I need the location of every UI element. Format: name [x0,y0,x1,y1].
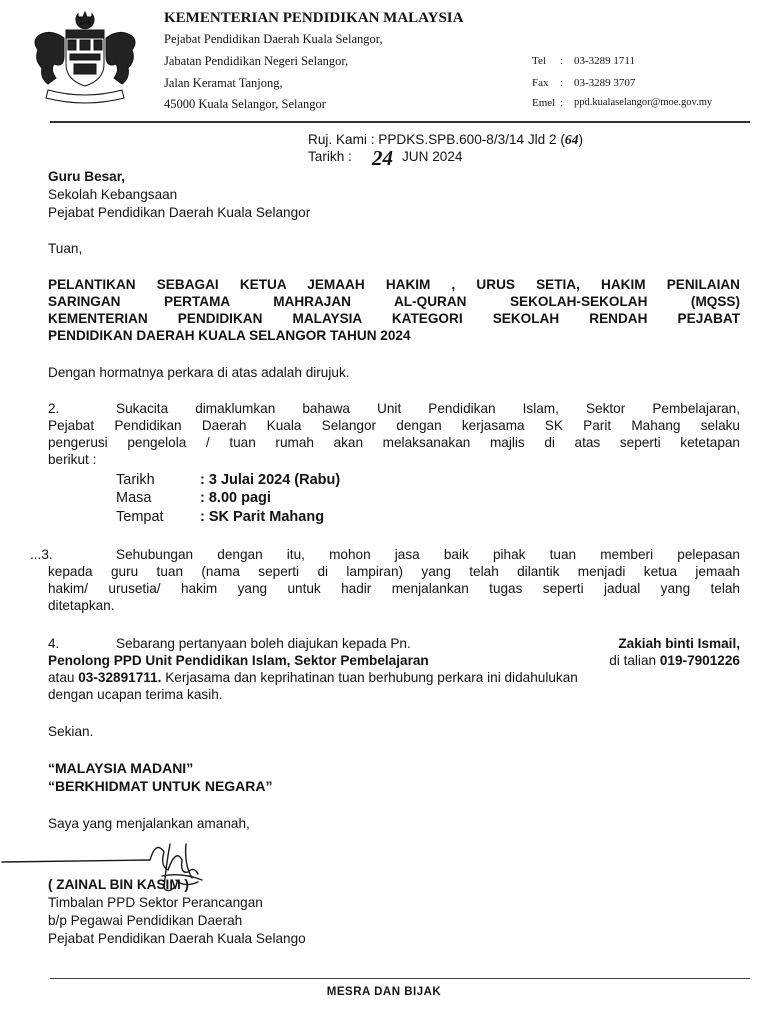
detail-label-date: Tarikh [116,472,155,488]
subject-line: PELANTIKAN SEBAGAI KETUA JEMAAH HAKIM , URUS SETIA, HAKIM PENILAIAN [48,277,740,292]
date-day-handwritten: 24 [372,146,393,170]
detail-label-time: Masa [116,490,152,506]
address-line: 45000 Kuala Selangor, Selangor [164,97,326,111]
closing: Sekian. [48,724,94,739]
address-line: Jabatan Pendidikan Negeri Selangor, [164,54,349,68]
tel-number: 03-3289 1711 [574,55,636,67]
coat-of-arms-logo [26,8,144,104]
fax-number: 03-3289 3707 [574,77,636,89]
paragraph-line: berikut : [48,452,97,467]
paragraph-line: Pejabat Pendidikan Daerah Kuala Selangor dengan kerjasama SK Parit Mahang selaku [48,418,740,433]
opening-sentence: Dengan hormatnya perkara di atas adalah dirujuk. [48,365,350,380]
paragraph-line: Sehubungan dengan itu, mohon jasa baik pihak tuan memberi pelepasan [116,547,740,562]
subject-line: SARINGAN PERTAMA MAHRAJAN AL-QURAN SEKOLAH-SEKOLAH (MQSS) [48,294,740,309]
email-address: ppd.kualaselangor@moe.gov.my [574,97,713,108]
footer-divider [50,978,750,979]
paragraph-line: ditetapkan. [48,598,115,613]
signatory-name: ( ZAINAL BIN KASIM ) [48,877,189,892]
sign-off: Saya yang menjalankan amanah, [48,816,250,831]
motto-line: “BERKHIDMAT UNTUK NEGARA” [48,778,273,794]
motto-line: “MALAYSIA MADANI” [48,760,194,776]
paragraph-line: atau 03-32891711. Kerjasama dan keprihatinan tuan berhubung perkara ini didahulukan [48,670,578,685]
paragraph-line: hakim/ urusetia/ hakim yang untuk hadir menjalankan tugas seperti jadual yang telah [48,581,740,596]
paragraph-number: 2. [48,401,60,416]
date-label: Tarikh : [308,149,352,164]
detail-value-date: : 3 Julai 2024 (Rabu) [200,472,341,488]
recipient-line: Guru Besar, [48,169,126,184]
signatory-title: Pejabat Pendidikan Daerah Kuala Selango [48,931,306,946]
detail-value-time: : 8.00 pagi [200,490,271,506]
salutation: Tuan, [48,241,83,256]
paragraph-line: pengerusi pengelola / tuan rumah akan melaksanakan majlis di atas seperti ketetapan [48,435,740,450]
signatory-title: b/p Pegawai Pendidikan Daerah [48,913,243,928]
address-line: Pejabat Pendidikan Daerah Kuala Selangor, [164,32,383,46]
signatory-title: Timbalan PPD Sektor Perancangan [48,895,263,910]
subject-line: PENDIDIKAN DAERAH KUALA SELANGOR TAHUN 2024 [48,328,411,343]
address-line: Jalan Keramat Tanjong, [164,76,283,90]
recipient-line: Pejabat Pendidikan Daerah Kuala Selangor [48,205,311,220]
paragraph-number: 4. [48,636,60,651]
letterhead-divider [50,121,750,123]
reference-number: Ruj. Kami : PPDKS.SPB.600-8/3/14 Jld 2 (64) [308,132,584,147]
colon: : [560,97,564,109]
paragraph-line: Penolong PPD Unit Pendidikan Islam, Sektor Pembelajaran di talian 019-7901226 [48,653,740,668]
colon: : [560,55,564,67]
colon: : [560,77,564,89]
tel-label: Tel [532,55,546,67]
fax-label: Fax [532,77,549,89]
subject-line: KEMENTERIAN PENDIDIKAN MALAYSIA KATEGORI SEKOLAH RENDAH PEJABAT [48,311,740,326]
recipient-line: Sekolah Kebangsaan [48,187,178,202]
email-label: Emel [532,97,556,109]
detail-label-venue: Tempat [116,509,164,525]
paragraph-line: Sebarang pertanyaan boleh diajukan kepada Pn. Zakiah binti Ismail, [116,636,740,651]
footer-slogan: MESRA DAN BIJAK [326,986,442,998]
paragraph-line: Sukacita dimaklumkan bahawa Unit Pendidikan Islam, Sektor Pembelajaran, [116,401,740,416]
paragraph-number: ...3. [30,547,53,562]
ministry-name: KEMENTERIAN PENDIDIKAN MALAYSIA [164,10,464,26]
paragraph-line: kepada guru tuan (nama seperti di lampiran) yang telah dilantik menjadi ketua jemaah [48,564,740,579]
date-month-year: JUN 2024 [402,149,463,164]
paragraph-line: dengan ucapan terima kasih. [48,687,223,702]
detail-value-venue: : SK Parit Mahang [200,509,325,525]
